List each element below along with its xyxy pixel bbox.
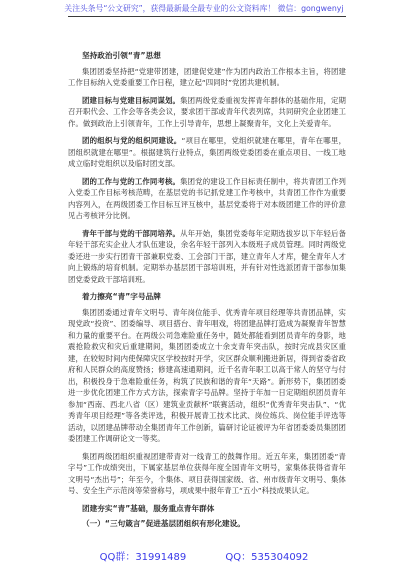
paragraph-lead: 青年干部与党的干部同培养。 — [82, 228, 181, 238]
qq-number: QQ：535304092 — [225, 552, 309, 563]
paragraph: 集团团委通过青年文明号、青年岗位能手、优秀青年项目经理等共青团品牌，实现党政“投资”、团委编导、项目搭台、青年唱戏，将团建品牌打造成为凝聚青年智慧和力量的重要平台。在两级公司急难险重任务中，随处都能看到团员青年的身影，地震抢险救灾和灾后重建期间，集团团委成立十余支青年突击队，按时完成县灾区重建，在较短时间内使保障灾区学校按时开学，灾区群众顺利搬进新居，得到省委省政府和人民群众的高度赞扬；修建高速通期间，近千名青年职工以高于常人的坚守与付出，积极投身于急难险重任务，构筑了民族和谐的青年“天路”。新形势下，集团团委进一步优化团建工作方式方法，探索青字号品牌。坚持于年加一日定期组织团员青年参加“西南、西北八省（区）建筑业贡献杯”联赛活动，组织“优秀青年突击队”、“优秀青年项目经理”等各类评选，积极开展青工技术比武、岗位练兵、岗位能手评选等活动，以团建品牌带动全集团青年工作创新，篇研讨论证被评为年省团委委员集团团委团建工作调研论文一等奖。 — [68, 307, 346, 443]
qq-group: QQ群：31991489 — [99, 552, 187, 563]
paragraph: 集团两级团组织重视团建带青对一线青工的鼓舞作用。近五年来，集团团委“青字号”工作成绩突出，下属家基层单位获得年度全国青年文明号，家集体获得省青年文明号“杰出号”；年至今，个集体、项目获得国家级、省、州市级青年文明号、集体号、安全生产示范岗等荣誉称号，项成果中报年青工“五小”科技成果认定。 — [68, 451, 346, 495]
banner-text: 关注头条号“公文研究”，获得最新最全最专业的公文资料库！ 微信：gongwenyj — [64, 4, 344, 13]
header-divider — [68, 16, 346, 17]
paragraph — [68, 135, 346, 170]
subsection-heading: （一）“三句箴言”促进基层团组织有形化建设。 — [82, 519, 245, 528]
paragraph-lead: 团的工作与党的工作同考核。 — [82, 176, 181, 186]
section-heading-3: 团建夯实“青”基础，服务重点青年群体 — [82, 503, 215, 513]
paragraph — [68, 95, 346, 130]
top-banner — [0, 0, 408, 40]
paragraph: 集团团委坚持把“党建带团建，团建促党建”作为团内政治工作根本主旨，将团建工作目标纳入党委重要工作日程，建立起“四同时”党团共建机制。 — [68, 66, 346, 87]
section-heading-2: 着力擦亮“青”字号品牌 — [82, 292, 161, 301]
paragraph-lead: 团建目标与党建目标同谋划。 — [82, 95, 181, 105]
paragraph-text: 集团两级党委重视发挥青年群体的基础作用，定期召开职代会、工作会等各类会议，要求团干部或青年代表列席，共同研究企业团建工作。做到政治上引领青年，工作上引导青年，思想上凝聚青年，文化上关爱青年。 — [68, 95, 346, 128]
footer-contact — [0, 552, 408, 564]
document-body — [68, 50, 346, 536]
paragraph — [68, 176, 346, 222]
paragraph — [68, 228, 346, 286]
paragraph-text: 集团党的建设工作目标责任制中，将共青团工作列入党委工作目标考核范畴，在基层党的书记抓党建工作考核中，共青团工作作为重要内容列入，在两级团委工作目标互评互核中，基层党委将于对本级团建工作的评价意见占考核评分比例。 — [68, 176, 346, 220]
paragraph-text: 从年开始，集团党委每年定期选拔岁以下年轻后备年轻干部充实企业人才队伍建设，余名年轻干部列入本级班子成员管理。同时两级党委还进一步实行团青干部兼职党委、工会部门干部，建立青年人才库，健全青年人才向上锻炼的培育机制。定期举办基层团干部培训班，并有针对性选派团青干部参加集团党委党政干部培训班。 — [68, 228, 346, 284]
paragraph-lead: 团的组织与党的组织同建设。 — [82, 136, 182, 145]
section-heading-1: 坚持政治引领“青”思想 — [82, 51, 161, 60]
paragraph-text: “项目在哪里，党组织就建在哪里，青年在哪里，团组织就建在哪里”。根据建筑行业特点，集团两级党委团委在重点项目、一线工地成立临时党组织以及临时团支部。 — [68, 136, 347, 168]
